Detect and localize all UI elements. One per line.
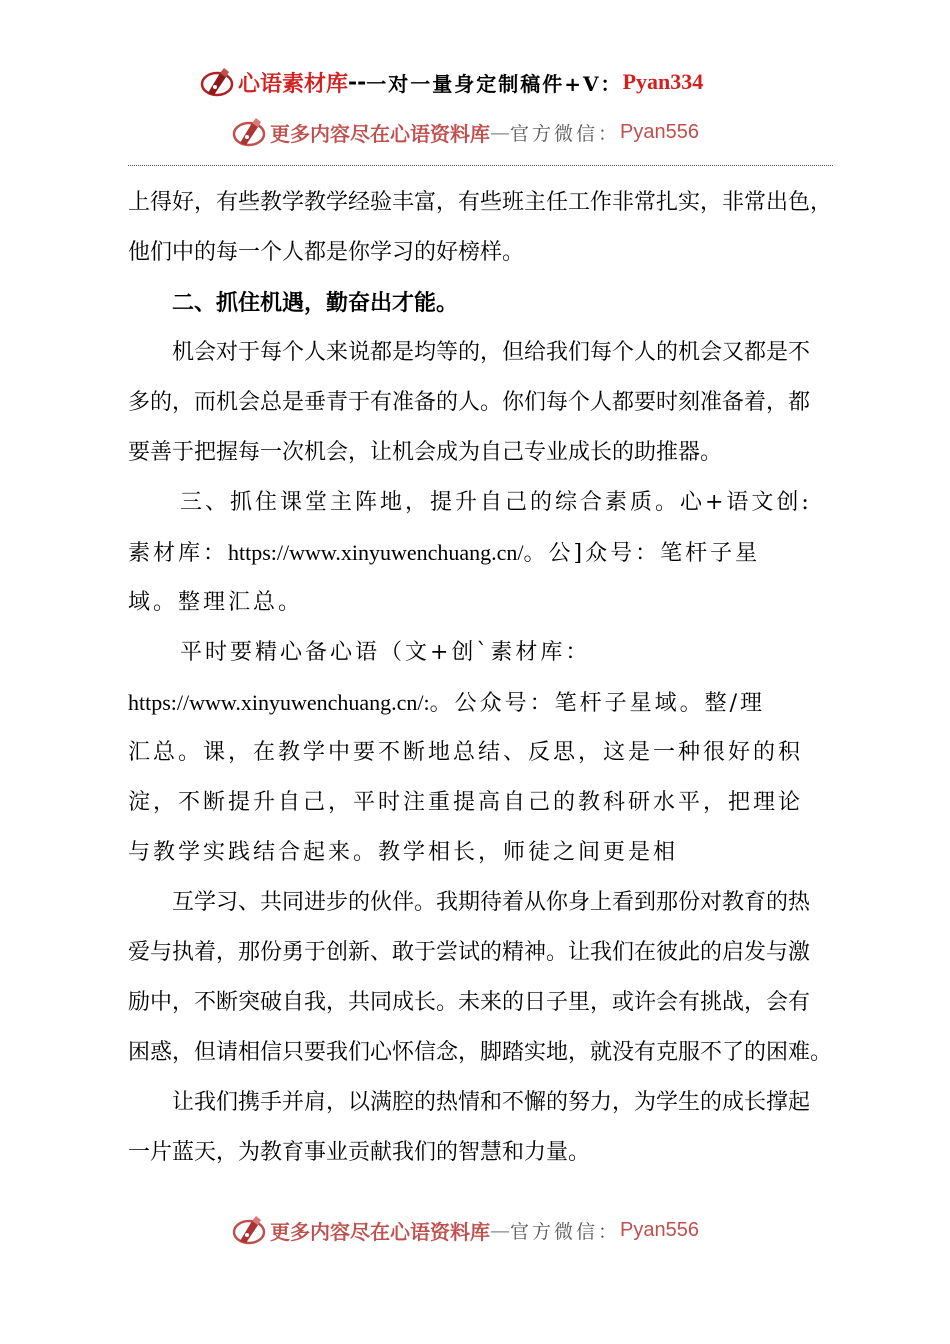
section-heading: 二、抓住机遇，勤奋出才能。 <box>172 290 459 316</box>
watermark-dash: — <box>490 120 510 144</box>
pen-nib-logo-icon <box>232 115 266 149</box>
section-heading: 三、抓住课堂主阵地，提升自己的综合素质。心+语文创: <box>180 490 812 515</box>
text-line: 上得好，有些教学教学经验丰富，有些班主任工作非常扎实，非常出色， <box>128 190 833 215</box>
text-line: 让我们携手并肩，以满腔的热情和不懈的努力，为学生的成长撑起 <box>172 1090 811 1115</box>
text-fragment: 。公众号：笔杆子星域。整/理 <box>429 691 766 716</box>
footer-lead: 更多内容尽在心语资料库 <box>270 1219 490 1244</box>
header-separator: -- <box>348 69 367 95</box>
text-line: 励中，不断突破自我，共同成长。未来的日子里，或许会有挑战，会有 <box>128 990 811 1015</box>
text-line: 他们中的每一个人都是你学习的好榜样。 <box>128 240 525 265</box>
pen-nib-logo-icon <box>232 1213 266 1247</box>
pen-nib-logo-icon <box>200 65 234 99</box>
header-contact-id: Pyan334 <box>622 69 704 94</box>
text-line: 一片蓝天，为教育事业贡献我们的智慧和力量。 <box>128 1140 591 1165</box>
text-fragment: 。公]众号：笔杆子星 <box>523 541 761 566</box>
footer-wechat-id: Pyan556 <box>620 1218 699 1241</box>
page-header <box>200 62 703 102</box>
text-line: 平时要精心备心语（文+创`素材库： <box>180 640 591 665</box>
text-line: 汇总。课，在教学中要不断地总结、反思，这是一种很好的积 <box>128 740 804 765</box>
text-line: 要善于把握每一次机会，让机会成为自己专业成长的助推器。 <box>128 440 723 465</box>
watermark-lead: 更多内容尽在心语资料库 <box>270 121 490 146</box>
text-line: 困惑，但请相信只要我们心怀信念，脚踏实地，就没有克服不了的困难。 <box>128 1040 833 1065</box>
header-tagline: 一对一量身定制稿件+V： <box>366 71 623 96</box>
watermark-footer <box>232 1210 699 1250</box>
text-line: 机会对于每个人来说都是均等的，但给我们每个人的机会又都是不 <box>172 340 811 365</box>
watermark-wechat-label: 官方微信： <box>510 122 621 145</box>
watermark-header <box>232 112 699 152</box>
text-line: 互学习、共同进步的伙伴。我期待着从你身上看到那份对教育的热 <box>172 890 811 915</box>
text-line <box>128 538 760 569</box>
text-line: 域。整理汇总。 <box>128 590 304 615</box>
watermark-wechat-id: Pyan556 <box>620 120 699 143</box>
text-line <box>128 688 765 719</box>
footer-wechat-label: 官方微信： <box>510 1220 621 1243</box>
text-line: 淀，不断提升自己，平时注重提高自己的教科研水平，把理论 <box>128 790 804 815</box>
text-line: 多的，而机会总是垂青于有准备的人。你们每个人都要时刻准备着，都 <box>128 390 811 415</box>
header-divider <box>128 165 833 166</box>
text-line: 与教学实践结合起来。教学相长，师徒之间更是相 <box>128 840 679 865</box>
brand-name: 心语素材库 <box>238 70 349 97</box>
url-text: https://www.xinyuwenchuang.cn/ <box>228 540 524 565</box>
footer-dash: — <box>490 1218 510 1242</box>
text-fragment: 素材库： <box>128 541 229 566</box>
url-text: https://www.xinyuwenchuang.cn/: <box>128 690 430 715</box>
text-line: 爱与执着，那份勇于创新、敢于尝试的精神。让我们在彼此的启发与激 <box>128 940 811 965</box>
